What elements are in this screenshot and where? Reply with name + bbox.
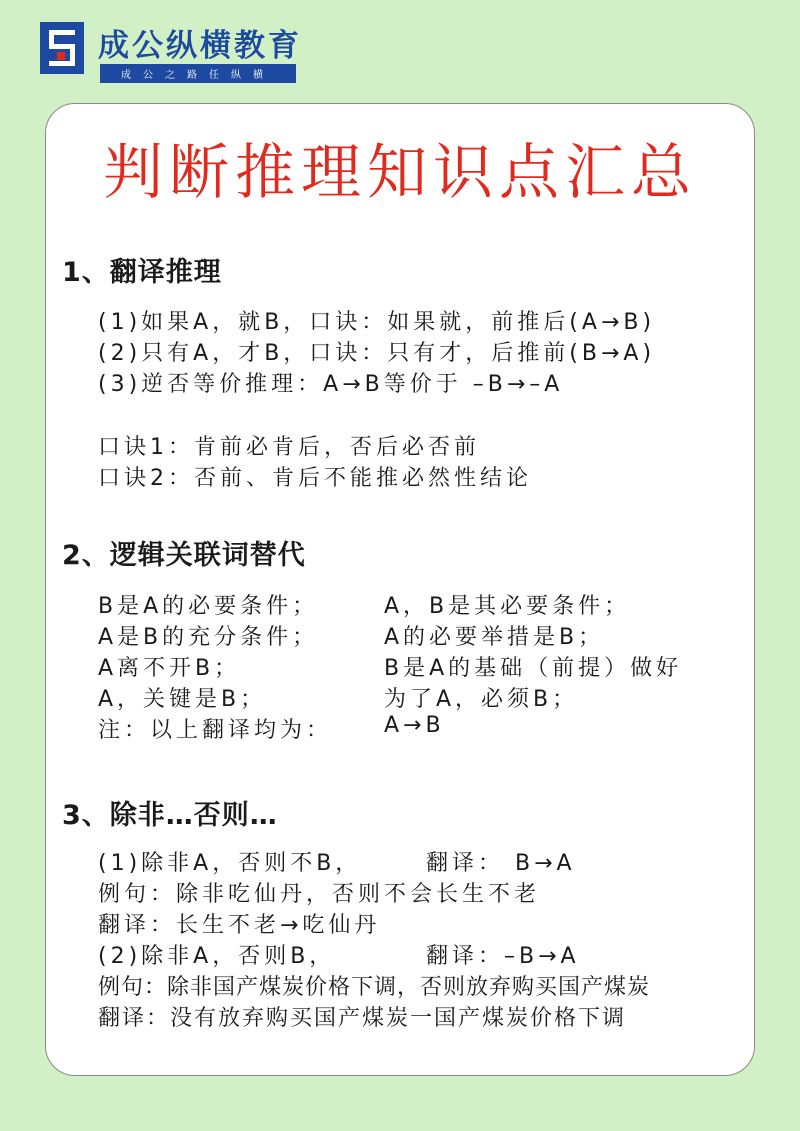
brand-name: 成公纵横教育 [98, 28, 302, 64]
brand-slogan: 成公之路任纵横 [100, 64, 296, 83]
example-line: 例句：除非国产煤炭价格下调，否则放弃购买国产煤炭 [98, 975, 651, 1000]
connective-right-item: A，B是其必要条件； [384, 594, 631, 619]
connective-right-item: B是A的基础（前提）做好 [384, 656, 683, 681]
translation-line: 翻译：长生不老→吃仙丹 [98, 913, 381, 938]
rule-translation: 翻译： B→A [426, 851, 576, 876]
connective-left-item: B是A的必要条件； [98, 594, 319, 619]
connective-left-item: A离不开B； [98, 656, 241, 681]
section-heading-logic-connectives: 2、逻辑关联词替代 [62, 540, 306, 571]
translation-line: 翻译：没有放弃购买国产煤炭一国产煤炭价格下调 [98, 1006, 627, 1031]
rule-line: (1)除非A，否则不B， [98, 851, 362, 876]
mnemonic-line: 口诀2：否前、肯后不能推必然性结论 [98, 466, 532, 491]
rule-line: (2)只有A，才B，口诀：只有才，后推前(B→A) [98, 341, 656, 366]
rule-line: (2)除非A，否则B， [98, 944, 336, 969]
brand-logo-icon [40, 22, 84, 74]
rule-translation: 翻译：–B→A [426, 944, 580, 969]
page-title: 判断推理知识点汇总 [103, 138, 697, 208]
rule-line: (3)逆否等价推理：A→B等价于 –B→–A [98, 372, 564, 397]
rule-line: (1)如果A，就B，口诀：如果就，前推后(A→B) [98, 310, 656, 335]
section-heading-unless-otherwise: 3、除非…否则… [62, 800, 278, 831]
connective-note-formula: A→B [384, 713, 445, 738]
connective-right-item: 为了A，必须B； [384, 687, 579, 712]
connective-left-item: A是B的充分条件； [98, 625, 319, 650]
example-line: 例句：除非吃仙丹，否则不会长生不老 [98, 882, 541, 907]
mnemonic-line: 口诀1：肯前必肯后，否后必否前 [98, 435, 480, 460]
section-heading-translation-reasoning: 1、翻译推理 [62, 257, 222, 288]
connective-left-item: A，关键是B； [98, 687, 267, 712]
connective-right-item: A的必要举措是B； [384, 625, 605, 650]
connective-note: 注：以上翻译均为： [98, 718, 333, 743]
